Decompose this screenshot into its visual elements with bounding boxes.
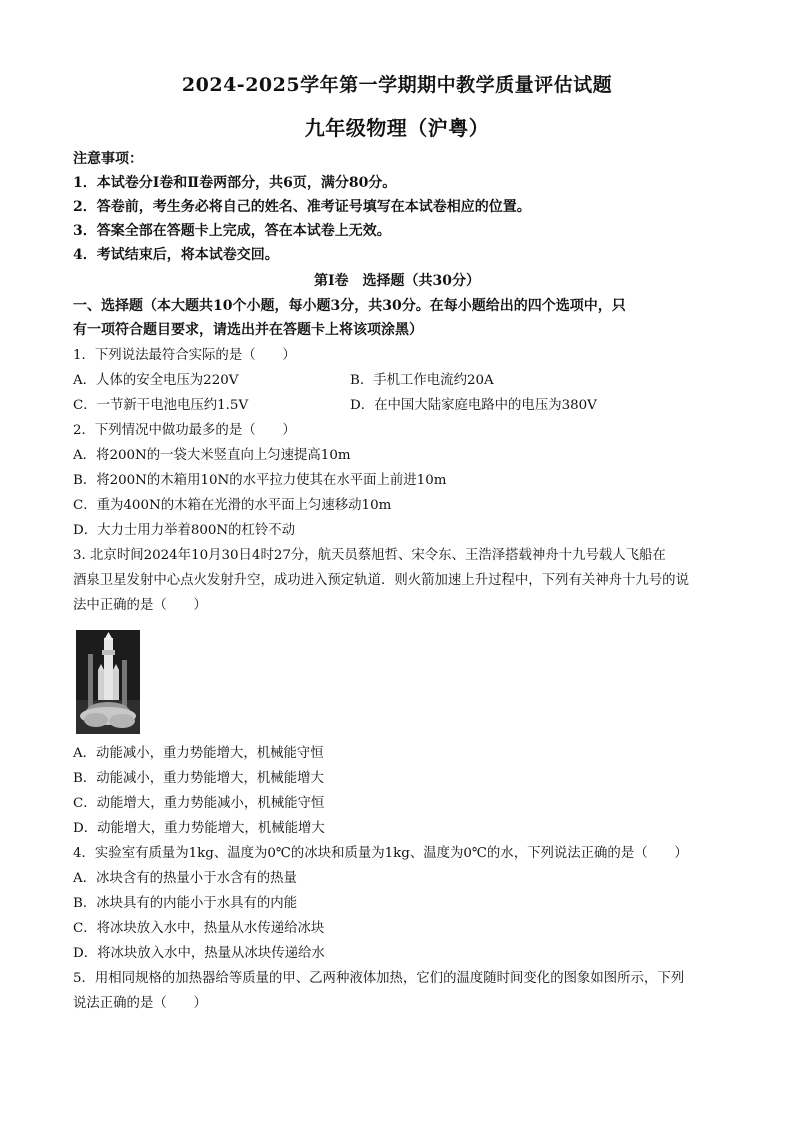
- q3-stem: 3. 北京时间2024年10月30日4时27分，航天员蔡旭哲、宋令东、王浩泽搭载神舟十九号载人飞船在: [73, 548, 666, 563]
- q3-option-d: D．动能增大，重力势能增大，机械能增大: [73, 821, 325, 836]
- exam-subtitle: 九年级物理（沪粤）: [304, 116, 490, 140]
- exam-title: 2024-2025学年第一学期期中教学质量评估试题: [181, 74, 613, 96]
- q4-option-b: B．冰块具有的内能小于水具有的内能: [73, 896, 298, 911]
- notice-heading: 注意事项：: [73, 151, 143, 167]
- q1-option-a: A．人体的安全电压为220V: [73, 373, 239, 388]
- q4-stem: 4．实验室有质量为1kg、温度为0℃的冰块和质量为1kg、温度为0℃的水，下列说法正确的是（ ）: [73, 846, 688, 861]
- q2-option-a: A．将200N的一袋大米竖直向上匀速提高10m: [73, 448, 351, 463]
- q3-stem: 法中正确的是（ ）: [73, 598, 207, 613]
- notice-item: 2．答卷前，考生务必将自己的姓名、准考证号填写在本试卷相应的位置。: [73, 199, 531, 215]
- rocket-launch-illustration: [76, 630, 140, 734]
- section-intro: 有一项符合题目要求，请选出并在答题卡上将该项涂黑）: [73, 322, 423, 338]
- notice-item: 4．考试结束后，将本试卷交回。: [73, 247, 279, 263]
- q3-option-c: C．动能增大，重力势能减小，机械能守恒: [73, 796, 325, 811]
- q2-option-b: B．将200N的木箱用10N的水平拉力使其在水平面上前进10m: [73, 473, 447, 488]
- q1-option-c: C．一节新干电池电压约1.5V: [73, 398, 249, 413]
- q1-option-row: [73, 372, 733, 390]
- rocket-launch-photo: [76, 630, 140, 734]
- q4-option-c: C．将冰块放入水中，热量从水传递给冰块: [73, 921, 325, 936]
- q4-option-a: A．冰块含有的热量小于水含有的热量: [73, 871, 297, 886]
- q1-option-d: D．在中国大陆家庭电路中的电压为380V: [350, 398, 597, 413]
- q5-stem: 说法正确的是（ ）: [73, 996, 207, 1011]
- notice-item: 3．答案全部在答题卡上完成，答在本试卷上无效。: [73, 223, 391, 239]
- q3-option-a: A．动能减小，重力势能增大，机械能守恒: [73, 746, 324, 761]
- q2-stem: 2．下列情况中做功最多的是（ ）: [73, 423, 296, 438]
- section-intro: 一、选择题（本大题共10个小题，每小题3分，共30分。在每小题给出的四个选项中，只: [73, 298, 626, 314]
- q1-option-b: B．手机工作电流约20A: [350, 373, 494, 388]
- q3-stem: 酒泉卫星发射中心点火发射升空，成功进入预定轨道．则火箭加速上升过程中，下列有关神舟十九号的说: [73, 573, 689, 588]
- q1-stem: 1．下列说法最符合实际的是（ ）: [73, 348, 296, 363]
- section-title: 第Ⅰ卷 选择题（共30分）: [313, 273, 481, 289]
- q2-option-c: C．重为400N的木箱在光滑的水平面上匀速移动10m: [73, 498, 392, 513]
- q2-option-d: D．大力士用力举着800N的杠铃不动: [73, 523, 296, 538]
- q1-option-row: [73, 397, 733, 415]
- q3-option-b: B．动能减小，重力势能增大，机械能增大: [73, 771, 324, 786]
- q4-option-d: D．将冰块放入水中，热量从冰块传递给水: [73, 946, 325, 961]
- q5-stem: 5．用相同规格的加热器给等质量的甲、乙两种液体加热，它们的温度随时间变化的图象如图所示，下列: [73, 971, 685, 986]
- notice-item: 1．本试卷分Ⅰ卷和Ⅱ卷两部分，共6页，满分80分。: [73, 175, 397, 191]
